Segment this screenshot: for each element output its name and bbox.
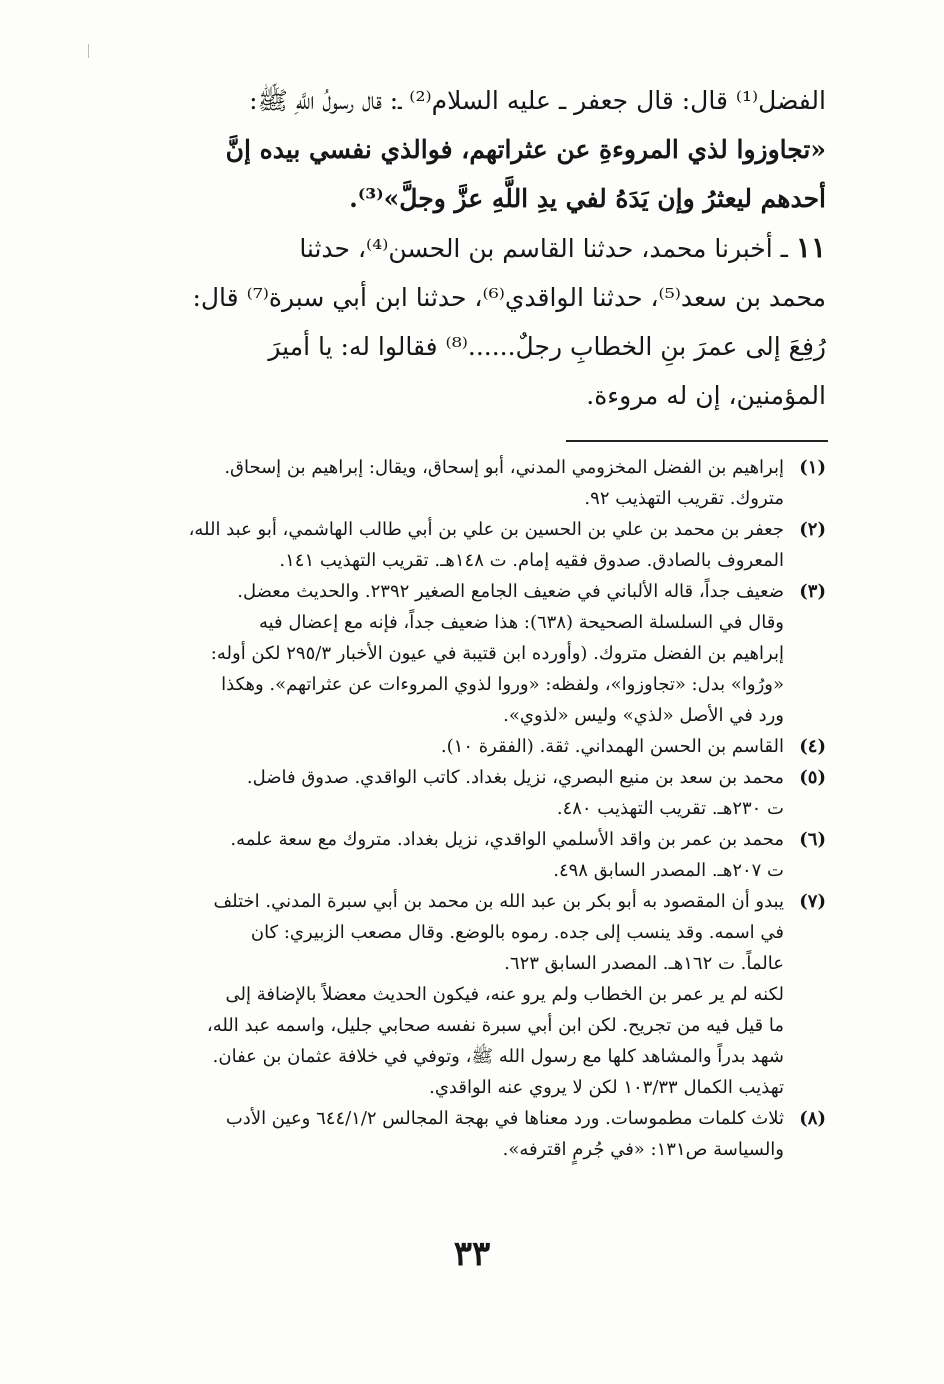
footnote-line: إبراهيم بن الفضل المخزومي المدني، أبو إسحاق، ويقال: إبراهيم بن إسحاق. <box>224 457 784 478</box>
footnote-line: ت ٢٣٠هـ. تقريب التهذيب ٤٨٠. <box>556 798 784 819</box>
footnote-number: (٦) <box>799 829 826 850</box>
page-number: ٣٣ <box>453 1234 491 1274</box>
footnote-line: عالماً. ت ١٦٢هـ. المصدر السابق ٦٢٣. <box>504 953 784 974</box>
footnote-2 <box>132 514 826 576</box>
footnote-line: والسياسة ص١٣١: «في جُرمٍ اقترفه». <box>502 1139 784 1160</box>
footnote-3 <box>132 576 826 731</box>
footnote-line: متروك. تقريب التهذيب ٩٢. <box>584 488 784 509</box>
main-line-5: محمد بن سعد⁽⁵⁾، حدثنا الواقدي⁽⁶⁾، حدثنا ابن أبي سبرة⁽⁷⁾ قال: <box>192 283 826 312</box>
footnote-4 <box>132 731 826 762</box>
main-line-4 <box>118 223 826 273</box>
footnote-line: محمد بن عمر بن واقد الأسلمي الواقدي، نزيل بغداد. متروك مع سعة علمه. <box>230 829 784 850</box>
footnote-8 <box>132 1103 826 1165</box>
footnote-number: (٤) <box>799 736 826 757</box>
footnote-7 <box>132 886 826 1103</box>
footnote-line: محمد بن سعد بن منيع البصري، نزيل بغداد. كاتب الواقدي. صدوق فاضل. <box>246 767 784 788</box>
footnote-line: جعفر بن محمد بن علي بن الحسين بن علي بن أبي طالب الهاشمي، أبو عبد الله، <box>188 519 784 540</box>
main-line-4-text: ـ أخبرنا محمد، حدثنا القاسم بن الحسن⁽⁴⁾، حدثنا <box>299 234 788 263</box>
footnote-line: ورد في الأصل «لذي» وليس «لذوي». <box>503 705 784 726</box>
footnote-line: تهذيب الكمال ١٠٣/٣٣ لكن لا يروي عنه الواقدي. <box>429 1077 784 1098</box>
scan-mark <box>88 44 89 58</box>
footnote-line: لكنه لم ير عمر بن الخطاب ولم يرو عنه، فيكون الحديث معضلاً بالإضافة إلى <box>225 984 784 1005</box>
main-line-7: المؤمنين، إن له مروءة. <box>586 381 826 410</box>
footnote-number: (٧) <box>799 891 826 912</box>
footnote-line: القاسم بن الحسن الهمداني. ثقة. (الفقرة ١٠). <box>440 736 784 757</box>
footnote-separator <box>566 440 828 442</box>
footnote-line: ثلاث كلمات مطموسات. ورد معناها في بهجة المجالس ٦٤٤/١/٢ وعين الأدب <box>225 1108 784 1129</box>
footnote-line: يبدو أن المقصود به أبو بكر بن عبد الله بن محمد بن أبي سبرة المدني. اختلف <box>213 891 784 912</box>
footnote-line: إبراهيم بن الفضل متروك. (وأورده ابن قتيبة في عيون الأخبار ٢٩٥/٣ لكن أوله: <box>210 643 784 664</box>
main-line-2: «تجاوزوا لذي المروءةِ عن عثراتهم، فوالذي نفسي بيده إنَّ <box>225 135 826 164</box>
footnote-number: (٨) <box>799 1108 826 1129</box>
entry-number: ١١ <box>795 231 826 264</box>
footnote-number: (٢) <box>799 519 826 540</box>
main-line-6: رُفِعَ إلى عمرَ بنِ الخطابِ رجلٌ......⁽⁸⁾ فقالوا له: يا أميرَ <box>268 332 826 361</box>
main-text <box>118 76 826 420</box>
footnote-number: (١) <box>799 457 826 478</box>
footnote-line: «ورُوا» بدل: «تجاوزوا»، ولفظه: «وروا لذوي المروءات عن عثراتهم». وهكذا <box>221 674 784 695</box>
footnote-line: شهد بدراً والمشاهد كلها مع رسول الله ﷺ، وتوفي في خلافة عثمان بن عفان. <box>212 1046 784 1067</box>
footnote-line: وقال في السلسلة الصحيحة (٦٣٨): هذا ضعيف جداً، فإنه مع إعضال فيه <box>258 612 784 633</box>
footnote-1 <box>132 452 826 514</box>
footnote-line: ت ٢٠٧هـ. المصدر السابق ٤٩٨. <box>553 860 784 881</box>
main-line-3: أحدهم ليعثرُ وإن يَدَهُ لفي يدِ اللَّهِ عزَّ وجلَّ»⁽³⁾. <box>349 184 826 213</box>
footnote-line: في اسمه. وقد ينسب إلى جده. رموه بالوضع. وقال مصعب الزبيري: كان <box>250 922 784 943</box>
footnotes <box>132 452 826 1165</box>
footnote-5 <box>132 762 826 824</box>
footnote-number: (٥) <box>799 767 826 788</box>
footnote-line: ما قيل فيه من تجريح. لكن ابن أبي سبرة نفسه صحابي جليل، واسمه عبد الله، <box>206 1015 784 1036</box>
footnote-6 <box>132 824 826 886</box>
main-line-1: الفضل⁽¹⁾ قال: قال جعفر ـ عليه السلام⁽²⁾ ـ: قال رسولُ اللَّهِ ﷺ: <box>249 86 826 115</box>
footnote-number: (٣) <box>799 581 826 602</box>
footnote-line: المعروف بالصادق. صدوق فقيه إمام. ت ١٤٨هـ. تقريب التهذيب ١٤١. <box>279 550 784 571</box>
footnote-line: ضعيف جداً، قاله الألباني في ضعيف الجامع الصغير ٢٣٩٢. والحديث معضل. <box>237 581 784 602</box>
